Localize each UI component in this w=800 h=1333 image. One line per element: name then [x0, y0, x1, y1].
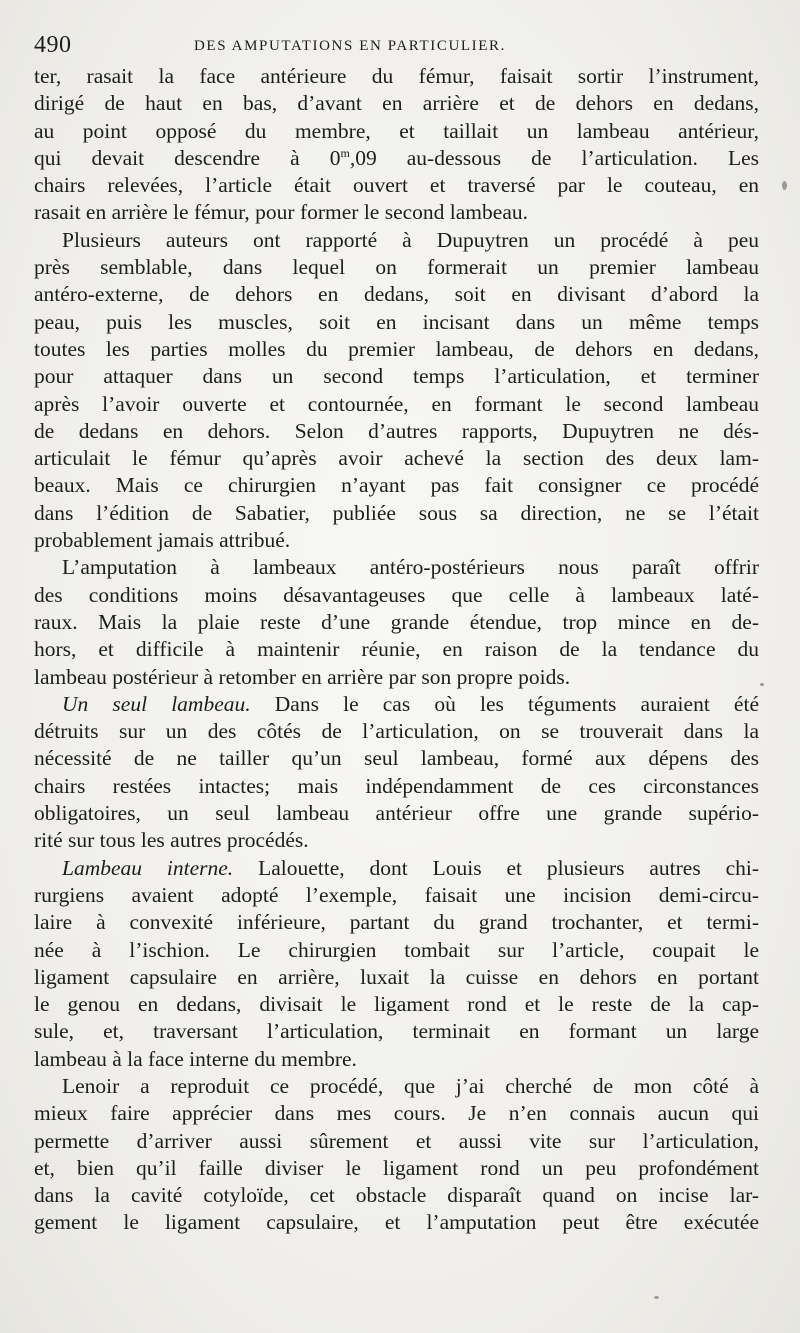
text-line: et, bien qu’il faille diviser le ligament rond un peu profondément	[34, 1155, 759, 1180]
text-line: mieux faire apprécier dans mes cours. Je n’en connais aucun qui	[34, 1101, 759, 1126]
paper-speck	[760, 683, 764, 686]
text-run: qui devait descendre à 0	[34, 145, 341, 170]
paper-speck	[654, 1296, 659, 1299]
text-line: des conditions moins désavantageuses que celle à lambeaux laté-	[34, 582, 759, 607]
unit-superscript: m	[340, 145, 350, 160]
text-line: toutes les parties molles du premier lambeau, de dehors en dedans,	[34, 336, 759, 361]
text-line: chairs restées intactes; mais indépendamment de ces circonstances	[34, 773, 759, 798]
page-number: 490	[34, 32, 72, 58]
text-line: rurgiens avaient adopté l’exemple, faisait une incision demi-circu-	[34, 882, 759, 907]
text-line: rité sur tous les autres procédés.	[34, 828, 309, 853]
text-line: après l’avoir ouverte et contournée, en formant le second lambeau	[34, 391, 759, 416]
text-line: sule, et, traversant l’articulation, terminait en formant un large	[34, 1019, 759, 1044]
text-line: obligatoires, un seul lambeau antérieur offre une grande supério-	[34, 801, 759, 826]
text-line: Lenoir a reproduit ce procédé, que j’ai cherché de mon côté à	[62, 1073, 759, 1098]
text-line: au point opposé du membre, et taillait un lambeau antérieur,	[34, 118, 759, 143]
text-line: pour attaquer dans un second temps l’articulation, et terminer	[34, 364, 759, 389]
text-line: Plusieurs auteurs ont rapporté à Dupuytren un procédé à peu	[62, 227, 759, 252]
text-line: dans la cavité cotyloïde, cet obstacle disparaît quand on incise lar-	[34, 1183, 759, 1208]
text-line: dirigé de haut en bas, d’avant en arrière et de dehors en dedans,	[34, 91, 759, 116]
text-line: laire à convexité inférieure, partant du grand trochanter, et termi-	[34, 910, 759, 935]
text-line	[34, 855, 759, 882]
text-line	[34, 145, 759, 172]
body-text	[34, 63, 759, 1237]
text-line: hors, et difficile à maintenir réunie, en raison de la tendance du	[34, 637, 759, 662]
running-title: DES AMPUTATIONS EN PARTICULIER.	[194, 38, 506, 54]
text-run: Dans le cas où les téguments auraient été	[250, 691, 759, 716]
text-line: près semblable, dans lequel on formerait un premier lambeau	[34, 255, 759, 280]
text-line: détruits sur un des côtés de l’articulation, on se trouverait dans la	[34, 719, 759, 744]
text-line	[34, 691, 759, 718]
italic-heading: Lambeau interne.	[62, 855, 234, 880]
text-line: articulait le fémur qu’après avoir achevé la section des deux lam-	[34, 446, 759, 471]
italic-heading: Un seul lambeau.	[62, 691, 251, 716]
text-line: nécessité de ne tailler qu’un seul lambeau, formé aux dépens des	[34, 746, 759, 771]
text-line: antéro-externe, de dehors en dedans, soit en divisant d’abord la	[34, 282, 759, 307]
text-line: raux. Mais la plaie reste d’une grande étendue, trop mince en de-	[34, 609, 759, 634]
text-run: ,09 au-dessous de l’articulation. Les	[349, 145, 759, 170]
text-line: ter, rasait la face antérieure du fémur, faisait sortir l’instrument,	[34, 64, 759, 88]
text-line: permette d’arriver aussi sûrement et aussi vite sur l’articulation,	[34, 1128, 759, 1153]
text-line: dans l’édition de Sabatier, publiée sous sa direction, ne se l’était	[34, 500, 759, 525]
text-line: L’amputation à lambeaux antéro-postérieurs nous paraît offrir	[62, 555, 759, 580]
paper-speck	[782, 181, 787, 190]
text-line: gement le ligament capsulaire, et l’amputation peut être exécutée	[34, 1210, 759, 1235]
text-line: probablement jamais attribué.	[34, 528, 291, 553]
text-line: née à l’ischion. Le chirurgien tombait sur l’article, coupait le	[34, 937, 759, 962]
text-line: lambeau à la face interne du membre.	[34, 1046, 357, 1071]
text-line: beaux. Mais ce chirurgien n’ayant pas fait consigner ce procédé	[34, 473, 759, 498]
text-line: de dedans en dehors. Selon d’autres rapports, Dupuytren ne dés-	[34, 418, 759, 443]
text-line: peau, puis les muscles, soit en incisant dans un même temps	[34, 309, 759, 334]
text-line: rasait en arrière le fémur, pour former le second lambeau.	[34, 200, 528, 225]
text-line: ligament capsulaire en arrière, luxait la cuisse en dehors en portant	[34, 964, 759, 989]
text-line: lambeau postérieur à retomber en arrière par son propre poids.	[34, 664, 571, 689]
text-run: Lalouette, dont Louis et plusieurs autres chi-	[233, 855, 759, 880]
running-head	[34, 30, 759, 60]
text-line: le genou en dedans, divisait le ligament rond et le reste de la cap-	[34, 992, 759, 1017]
text-line: chairs relevées, l’article était ouvert et traversé par le couteau, en	[34, 173, 759, 198]
